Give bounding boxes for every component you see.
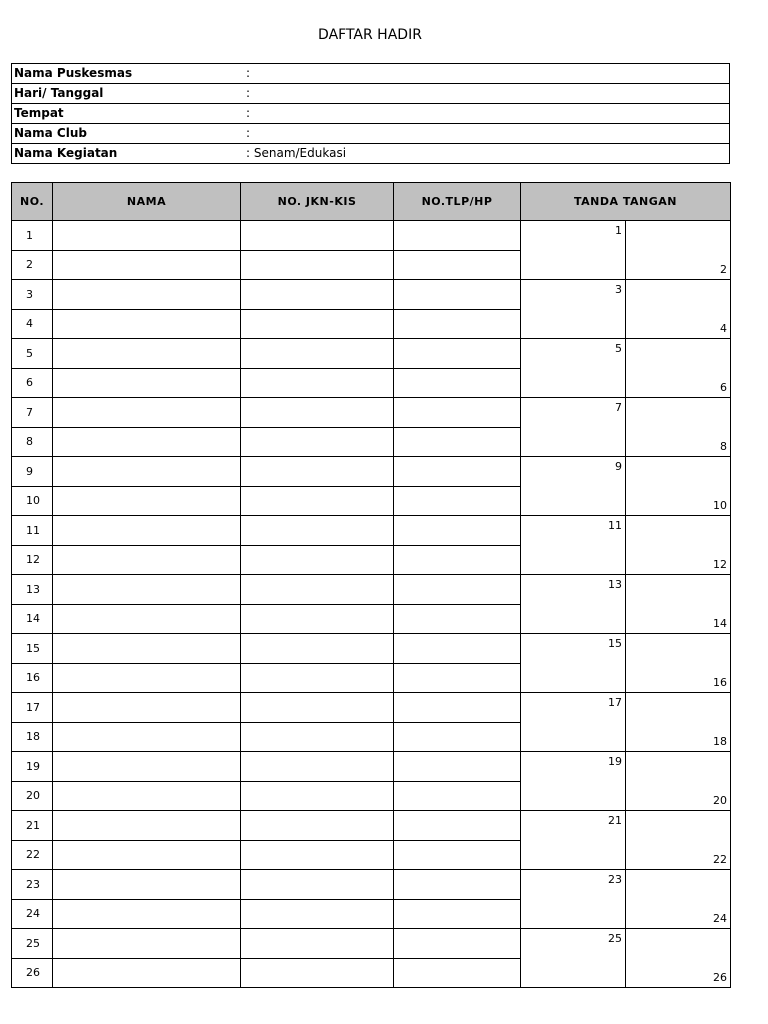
jkn-kis-cell[interactable]	[241, 221, 394, 251]
table-row	[12, 870, 731, 900]
table-header-row	[12, 183, 731, 221]
name-cell[interactable]	[53, 781, 241, 811]
info-value-field[interactable]: :	[244, 84, 730, 104]
row-number: 19	[12, 752, 53, 782]
phone-cell[interactable]	[394, 427, 521, 457]
signature-number: 8	[720, 440, 727, 453]
jkn-kis-cell[interactable]	[241, 722, 394, 752]
header-jkn-kis: NO. JKN-KIS	[241, 183, 394, 221]
signature-cell[interactable]	[626, 457, 731, 516]
signature-cell[interactable]	[521, 457, 626, 516]
phone-cell[interactable]	[394, 840, 521, 870]
phone-cell[interactable]	[394, 604, 521, 634]
phone-cell[interactable]	[394, 663, 521, 693]
signature-cell[interactable]	[626, 221, 731, 280]
name-cell[interactable]	[53, 693, 241, 723]
table-row	[12, 339, 731, 369]
jkn-kis-cell[interactable]	[241, 339, 394, 369]
name-cell[interactable]	[53, 368, 241, 398]
info-value-field[interactable]: :	[244, 104, 730, 124]
signature-number: 12	[713, 558, 727, 571]
jkn-kis-cell[interactable]	[241, 634, 394, 664]
name-cell[interactable]	[53, 811, 241, 841]
table-row	[12, 811, 731, 841]
name-cell[interactable]	[53, 575, 241, 605]
phone-cell[interactable]	[394, 368, 521, 398]
info-label: Tempat	[12, 104, 245, 124]
signature-cell[interactable]	[626, 811, 731, 870]
name-cell[interactable]	[53, 545, 241, 575]
row-number: 14	[12, 604, 53, 634]
jkn-kis-cell[interactable]	[241, 752, 394, 782]
info-label: Nama Kegiatan	[12, 144, 245, 164]
name-cell[interactable]	[53, 899, 241, 929]
jkn-kis-cell[interactable]	[241, 486, 394, 516]
info-value-field[interactable]: :	[244, 124, 730, 144]
jkn-kis-cell[interactable]	[241, 280, 394, 310]
name-cell[interactable]	[53, 280, 241, 310]
signature-number: 24	[713, 912, 727, 925]
signature-cell[interactable]	[521, 398, 626, 457]
signature-cell[interactable]	[626, 870, 731, 929]
jkn-kis-cell[interactable]	[241, 427, 394, 457]
row-number: 24	[12, 899, 53, 929]
header-no: NO.	[12, 183, 53, 221]
name-cell[interactable]	[53, 250, 241, 280]
row-number: 17	[12, 693, 53, 723]
signature-cell[interactable]	[626, 280, 731, 339]
row-number: 2	[12, 250, 53, 280]
jkn-kis-cell[interactable]	[241, 811, 394, 841]
signature-cell[interactable]	[521, 811, 626, 870]
info-label: Hari/ Tanggal	[12, 84, 245, 104]
signature-number: 17	[608, 696, 622, 709]
name-cell[interactable]	[53, 309, 241, 339]
table-row	[12, 280, 731, 310]
signature-number: 5	[615, 342, 622, 355]
signature-number: 14	[713, 617, 727, 630]
name-cell[interactable]	[53, 339, 241, 369]
name-cell[interactable]	[53, 221, 241, 251]
row-number: 5	[12, 339, 53, 369]
name-cell[interactable]	[53, 929, 241, 959]
signature-number: 13	[608, 578, 622, 591]
phone-cell[interactable]	[394, 309, 521, 339]
jkn-kis-cell[interactable]	[241, 545, 394, 575]
row-number: 18	[12, 722, 53, 752]
row-number: 22	[12, 840, 53, 870]
jkn-kis-cell[interactable]	[241, 693, 394, 723]
row-number: 4	[12, 309, 53, 339]
info-row	[12, 124, 730, 144]
table-row	[12, 516, 731, 546]
info-label: Nama Puskesmas	[12, 64, 245, 84]
phone-cell[interactable]	[394, 958, 521, 988]
name-cell[interactable]	[53, 398, 241, 428]
name-cell[interactable]	[53, 634, 241, 664]
name-cell[interactable]	[53, 840, 241, 870]
row-number: 23	[12, 870, 53, 900]
signature-cell[interactable]	[626, 516, 731, 575]
name-cell[interactable]	[53, 516, 241, 546]
attendance-table	[11, 182, 731, 988]
jkn-kis-cell[interactable]	[241, 958, 394, 988]
row-number: 6	[12, 368, 53, 398]
phone-cell[interactable]	[394, 280, 521, 310]
signature-cell[interactable]	[626, 752, 731, 811]
name-cell[interactable]	[53, 958, 241, 988]
name-cell[interactable]	[53, 457, 241, 487]
table-row	[12, 634, 731, 664]
info-row	[12, 104, 730, 124]
signature-number: 21	[608, 814, 622, 827]
table-row	[12, 752, 731, 782]
jkn-kis-cell[interactable]	[241, 368, 394, 398]
signature-number: 11	[608, 519, 622, 532]
name-cell[interactable]	[53, 722, 241, 752]
signature-number: 18	[713, 735, 727, 748]
jkn-kis-cell[interactable]	[241, 516, 394, 546]
jkn-kis-cell[interactable]	[241, 309, 394, 339]
row-number: 3	[12, 280, 53, 310]
jkn-kis-cell[interactable]	[241, 840, 394, 870]
signature-cell[interactable]	[521, 339, 626, 398]
table-row	[12, 398, 731, 428]
phone-cell[interactable]	[394, 221, 521, 251]
jkn-kis-cell[interactable]	[241, 604, 394, 634]
row-number: 7	[12, 398, 53, 428]
signature-number: 2	[720, 263, 727, 276]
signature-number: 15	[608, 637, 622, 650]
signature-cell[interactable]	[521, 634, 626, 693]
signature-number: 1	[615, 224, 622, 237]
info-value-field[interactable]: : Senam/Edukasi	[244, 144, 730, 164]
row-number: 25	[12, 929, 53, 959]
phone-cell[interactable]	[394, 339, 521, 369]
row-number: 11	[12, 516, 53, 546]
signature-number: 7	[615, 401, 622, 414]
table-row	[12, 575, 731, 605]
row-number: 8	[12, 427, 53, 457]
phone-cell[interactable]	[394, 575, 521, 605]
signature-number: 26	[713, 971, 727, 984]
header-signature: TANDA TANGAN	[521, 183, 731, 221]
signature-number: 20	[713, 794, 727, 807]
row-number: 13	[12, 575, 53, 605]
phone-cell[interactable]	[394, 545, 521, 575]
signature-number: 22	[713, 853, 727, 866]
table-row	[12, 221, 731, 251]
row-number: 12	[12, 545, 53, 575]
phone-cell[interactable]	[394, 693, 521, 723]
signature-cell[interactable]	[626, 693, 731, 752]
event-info-table	[11, 63, 730, 164]
phone-cell[interactable]	[394, 722, 521, 752]
phone-cell[interactable]	[394, 250, 521, 280]
signature-cell[interactable]	[521, 221, 626, 280]
name-cell[interactable]	[53, 604, 241, 634]
info-label: Nama Club	[12, 124, 245, 144]
name-cell[interactable]	[53, 663, 241, 693]
signature-number: 3	[615, 283, 622, 296]
phone-cell[interactable]	[394, 752, 521, 782]
signature-cell[interactable]	[521, 280, 626, 339]
phone-cell[interactable]	[394, 634, 521, 664]
info-value-field[interactable]: :	[244, 64, 730, 84]
row-number: 26	[12, 958, 53, 988]
phone-cell[interactable]	[394, 516, 521, 546]
name-cell[interactable]	[53, 427, 241, 457]
signature-cell[interactable]	[626, 575, 731, 634]
info-row	[12, 84, 730, 104]
signature-cell[interactable]	[626, 398, 731, 457]
jkn-kis-cell[interactable]	[241, 663, 394, 693]
signature-number: 4	[720, 322, 727, 335]
jkn-kis-cell[interactable]	[241, 781, 394, 811]
signature-number: 25	[608, 932, 622, 945]
jkn-kis-cell[interactable]	[241, 575, 394, 605]
page-title: DAFTAR HADIR	[318, 27, 422, 43]
row-number: 9	[12, 457, 53, 487]
signature-number: 16	[713, 676, 727, 689]
row-number: 10	[12, 486, 53, 516]
jkn-kis-cell[interactable]	[241, 250, 394, 280]
phone-cell[interactable]	[394, 781, 521, 811]
signature-cell[interactable]	[626, 929, 731, 988]
phone-cell[interactable]	[394, 929, 521, 959]
name-cell[interactable]	[53, 870, 241, 900]
signature-cell[interactable]	[521, 516, 626, 575]
row-number: 16	[12, 663, 53, 693]
signature-number: 9	[615, 460, 622, 473]
name-cell[interactable]	[53, 752, 241, 782]
jkn-kis-cell[interactable]	[241, 457, 394, 487]
jkn-kis-cell[interactable]	[241, 398, 394, 428]
signature-number: 23	[608, 873, 622, 886]
phone-cell[interactable]	[394, 398, 521, 428]
row-number: 21	[12, 811, 53, 841]
info-row	[12, 144, 730, 164]
signature-number: 6	[720, 381, 727, 394]
signature-cell[interactable]	[626, 339, 731, 398]
signature-cell[interactable]	[521, 752, 626, 811]
phone-cell[interactable]	[394, 811, 521, 841]
row-number: 20	[12, 781, 53, 811]
signature-number: 10	[713, 499, 727, 512]
info-row	[12, 64, 730, 84]
table-row	[12, 457, 731, 487]
row-number: 1	[12, 221, 53, 251]
name-cell[interactable]	[53, 486, 241, 516]
table-row	[12, 929, 731, 959]
jkn-kis-cell[interactable]	[241, 929, 394, 959]
header-nama: NAMA	[53, 183, 241, 221]
phone-cell[interactable]	[394, 457, 521, 487]
jkn-kis-cell[interactable]	[241, 870, 394, 900]
phone-cell[interactable]	[394, 870, 521, 900]
table-row	[12, 693, 731, 723]
phone-cell[interactable]	[394, 899, 521, 929]
signature-cell[interactable]	[521, 929, 626, 988]
phone-cell[interactable]	[394, 486, 521, 516]
signature-cell[interactable]	[521, 693, 626, 752]
signature-number: 19	[608, 755, 622, 768]
row-number: 15	[12, 634, 53, 664]
jkn-kis-cell[interactable]	[241, 899, 394, 929]
signature-cell[interactable]	[521, 575, 626, 634]
signature-cell[interactable]	[626, 634, 731, 693]
header-phone: NO.TLP/HP	[394, 183, 521, 221]
signature-cell[interactable]	[521, 870, 626, 929]
